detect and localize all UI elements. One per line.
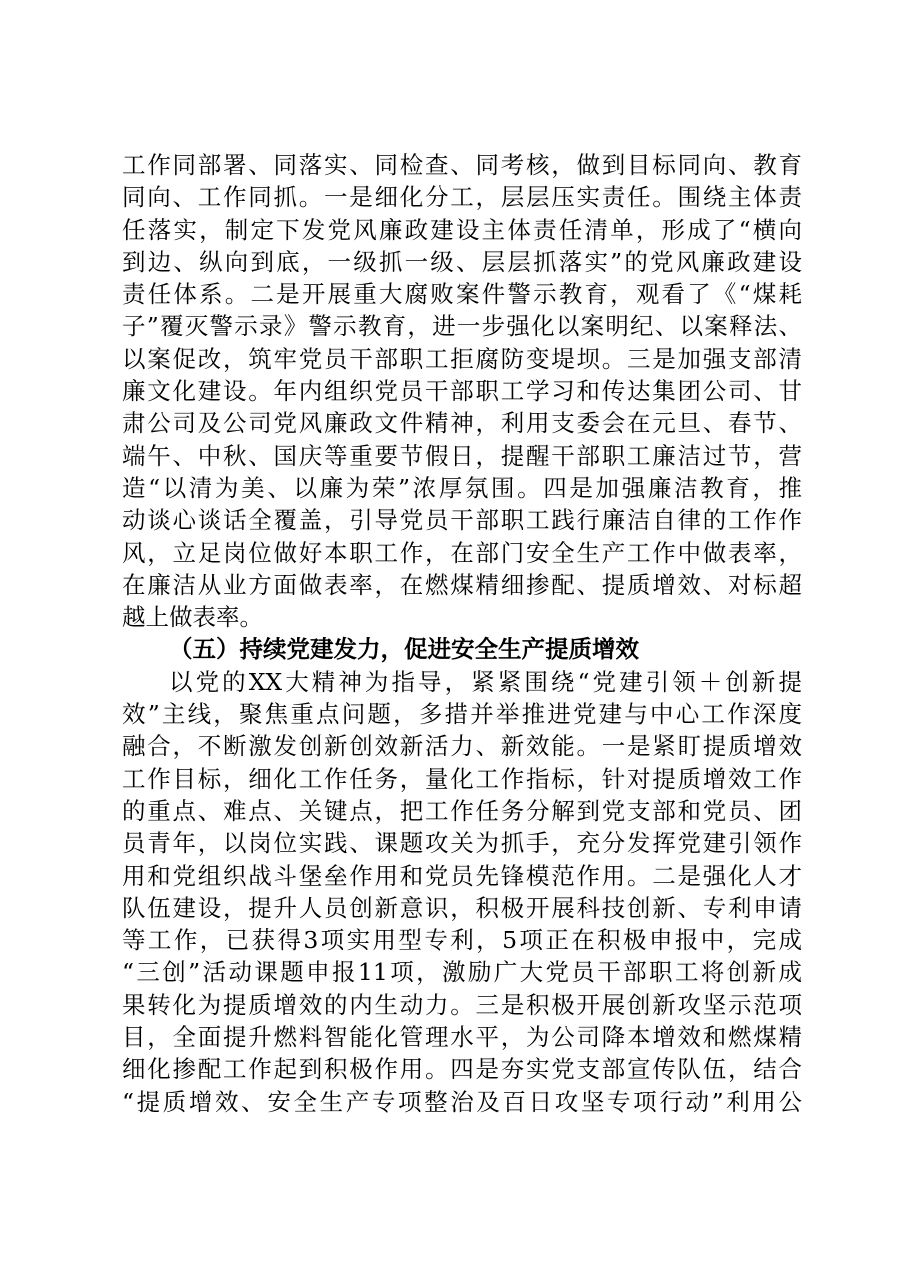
paragraph-line: 员青年，以岗位实践、课题攻关为抓手，充分发挥党建引领作 [122,829,802,858]
paragraph-line: 廉文化建设。年内组织党员干部职工学习和传达集团公司、甘 [122,377,802,406]
paragraph-line: 任落实，制定下发党风廉政建设主体责任清单，形成了“横向 [122,215,802,244]
paragraph-line: 工作同部署、同落实、同检查、同考核，做到目标同向、教育 [122,151,802,179]
paragraph-line: 的重点、难点、关键点，把工作任务分解到党支部和党员、团 [122,796,802,825]
paragraph-line: 端午、中秋、国庆等重要节假日，提醒干部职工廉洁过节，营 [122,441,802,470]
paragraph-line: 细化掺配工作起到积极作用。四是夯实党支部宣传队伍，结合 [122,1055,802,1084]
paragraph-line: 动谈心谈话全覆盖，引导党员干部职工践行廉洁自律的工作作 [122,506,802,535]
paragraph-line: 风，立足岗位做好本职工作，在部门安全生产工作中做表率， [122,538,802,567]
paragraph-line: 造“以清为美、以廉为荣”浓厚氛围。四是加强廉洁教育，推 [122,473,802,502]
paragraph-line: 队伍建设，提升人员创新意识，积极开展科技创新、专利申请 [122,893,802,922]
paragraph-line: 责任体系。二是开展重大腐败案件警示教育，观看了《“煤耗 [122,280,802,309]
paragraph-line: 到边、纵向到底，一级抓一级、层层抓落实”的党风廉政建设 [122,247,802,276]
paragraph-line: “三创”活动课题申报11项，激励广大党员干部职工将创新成 [122,958,802,987]
paragraph-line: 工作目标，细化工作任务，量化工作指标，针对提质增效工作 [122,764,802,793]
paragraph-line: 以党的XX大精神为指导，紧紧围绕“党建引领＋创新提 [169,667,802,696]
paragraph-line: 肃公司及公司党风廉政文件精神，利用支委会在元旦、春节、 [122,409,802,438]
paragraph-line: 融合，不断激发创新创效新活力、新效能。一是紧盯提质增效 [122,732,802,761]
paragraph-line: 子”覆灭警示录》警示教育，进一步强化以案明纪、以案释法、 [122,312,802,341]
paragraph-line: 等工作，已获得3项实用型专利，5项正在积极申报中，完成 [122,926,802,955]
paragraph-line: 目，全面提升燃料智能化管理水平，为公司降本增效和燃煤精 [122,1023,802,1052]
paragraph-line: “提质增效、安全生产专项整治及百日攻坚专项行动”利用公 [122,1087,802,1116]
paragraph-line: 同向、工作同抓。一是细化分工，层层压实责任。围绕主体责 [122,183,802,212]
paragraph-line: 在廉洁从业方面做表率，在燃煤精细掺配、提质增效、对标超 [122,570,802,599]
section-heading: （五）持续党建发力，促进安全生产提质增效 [169,635,639,664]
paragraph-line: 果转化为提质增效的内生动力。三是积极开展创新攻坚示范项 [122,990,802,1019]
paragraph-line: 越上做表率。 [122,603,263,632]
paragraph-line: 以案促改，筑牢党员干部职工拒腐防变堤坝。三是加强支部清 [122,344,802,373]
document-body [122,149,802,1118]
paragraph-line: 用和党组织战斗堡垒作用和党员先锋模范作用。二是强化人才 [122,861,802,890]
paragraph-line: 效”主线，聚焦重点问题，多措并举推进党建与中心工作深度 [122,700,802,729]
